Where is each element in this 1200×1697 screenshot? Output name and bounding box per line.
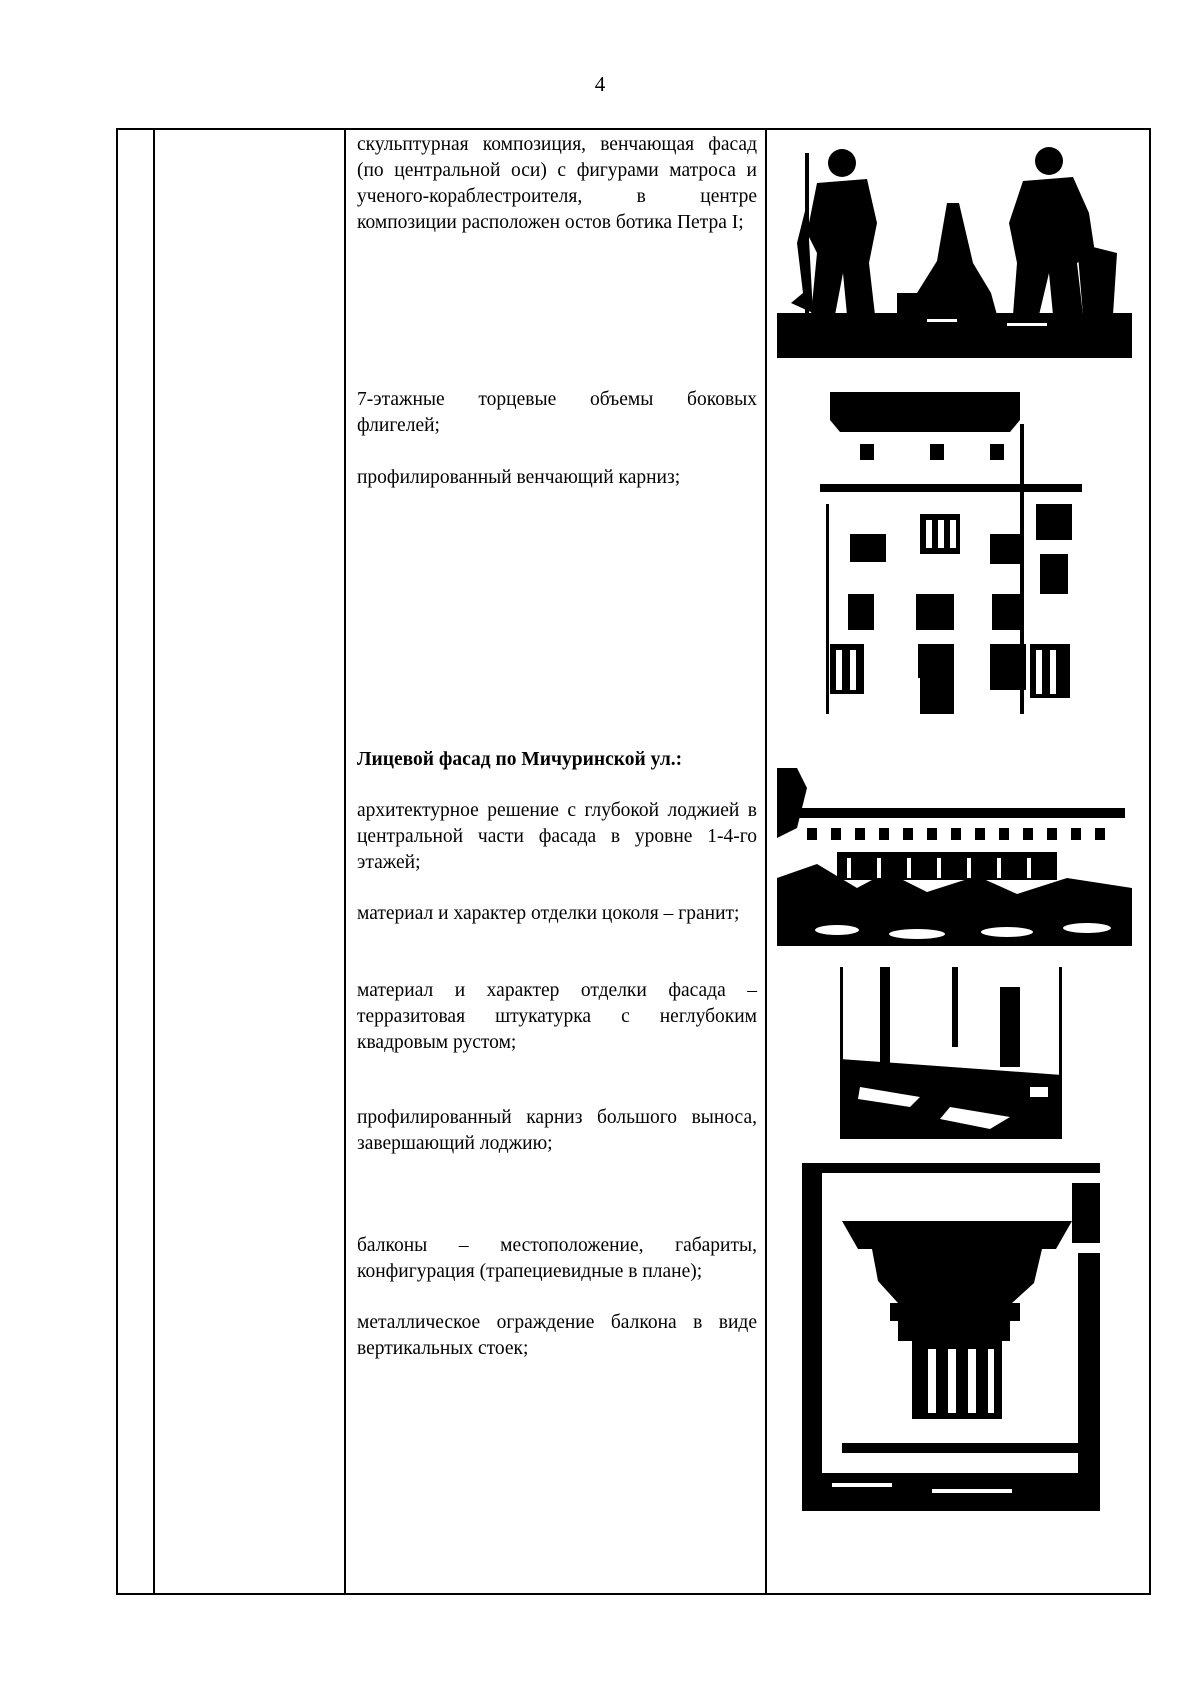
description-facade-finish (357, 978, 757, 1056)
text-loggia: архитектурное решение с глубокой лоджией в центральной части фасада в уровне 1-4-го этажей; (357, 800, 757, 873)
text-sculpture: скульптурная композиция, венчающая фасад (по центральной оси) с фигурами матроса и ученого-кораблестроителя, в центре композиции расположен остов ботика Петра I; (357, 134, 757, 233)
column-divider-1 (153, 128, 155, 1595)
description-balconies (357, 1233, 757, 1285)
description-cornice (357, 465, 757, 491)
heading-michurinskaya-facade: Лицевой фасад по Мичуринской ул.: (357, 749, 683, 770)
text-facade-finish: материал и характер отделки фасада – терразитовая штукатурка с неглубоким квадровым рустом; (357, 980, 757, 1053)
text-cornice: профилированный венчающий карниз; (357, 467, 681, 488)
photo-loggia-cornice (840, 967, 1062, 1139)
column-divider-3 (765, 128, 767, 1595)
photo-sculpture (777, 143, 1132, 358)
description-loggia (357, 798, 757, 876)
section-heading (357, 747, 757, 773)
text-loggia-cornice: профилированный карниз большого выноса, завершающий лоджию; (357, 1107, 757, 1154)
photo-balcony (802, 1163, 1100, 1511)
text-balcony-railing: металлическое ограждение балкона в виде вертикальных стоек; (357, 1312, 757, 1359)
column-divider-2 (344, 128, 346, 1595)
description-sculpture (357, 132, 757, 236)
description-balcony-railing (357, 1310, 757, 1362)
description-wings (357, 387, 757, 439)
description-loggia-cornice (357, 1105, 757, 1157)
photo-michurinskaya-facade (777, 768, 1132, 946)
text-wings: 7-этажные торцевые объемы боковых флигелей; (357, 389, 757, 436)
description-plinth (357, 901, 757, 927)
page-number: 4 (594, 72, 606, 96)
photo-side-wing (820, 384, 1082, 714)
text-plinth: материал и характер отделки цоколя – гранит; (357, 903, 740, 924)
text-balconies: балконы – местоположение, габариты, конфигурация (трапециевидные в плане); (357, 1235, 757, 1282)
